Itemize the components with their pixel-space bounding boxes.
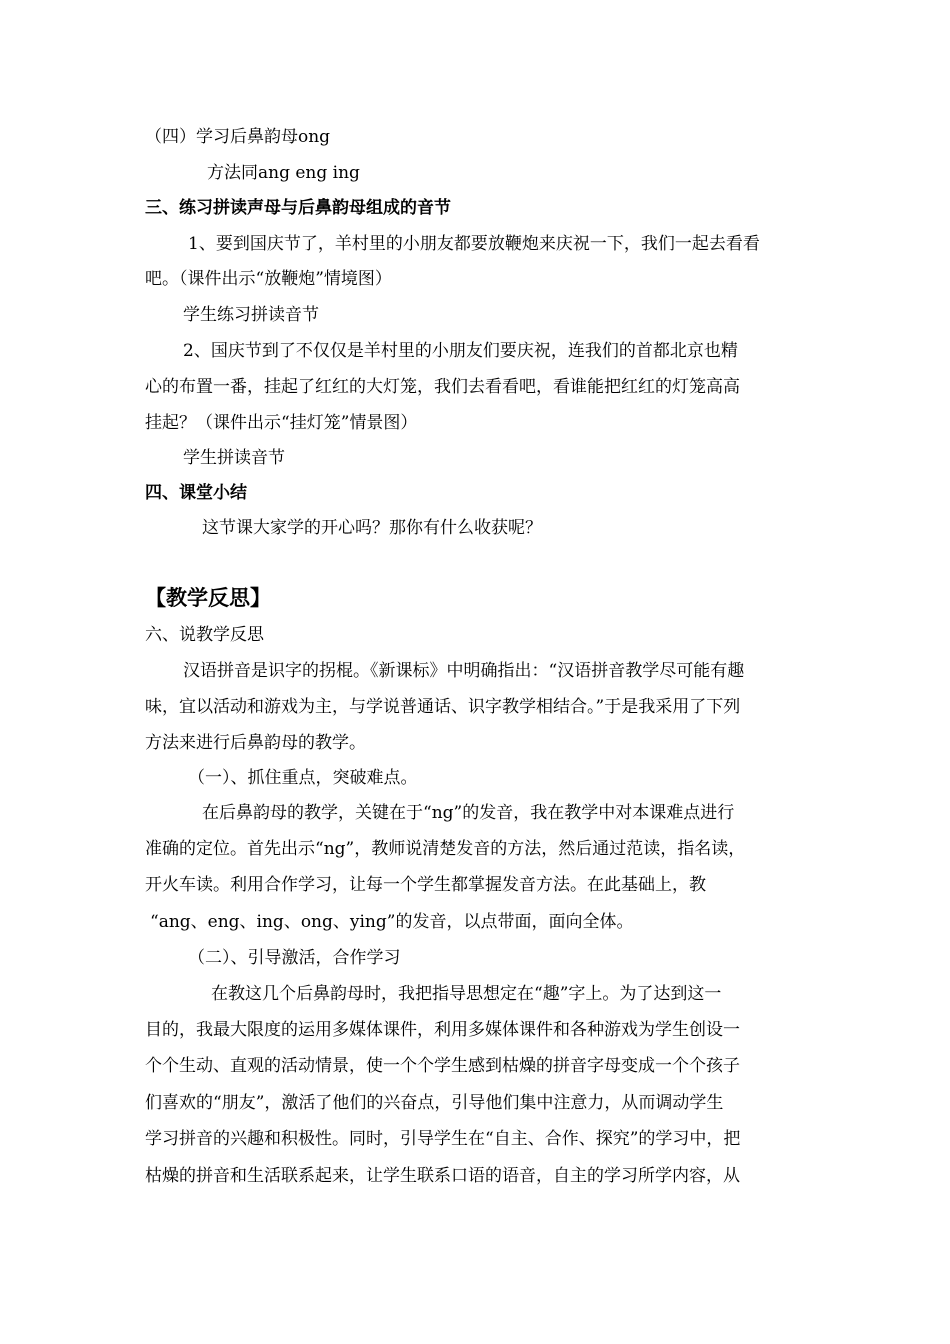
paragraph-line: 心的布置一番，挂起了红红的大灯笼，我们去看看吧，看谁能把红红的灯笼高高 — [145, 377, 740, 397]
subsection-heading-ong: （四）学习后鼻韵母ong — [145, 127, 331, 147]
paragraph-line: 在后鼻韵母的教学，关键在于“ng”的发音，我在教学中对本课难点进行 — [202, 803, 735, 823]
paragraph-line: 在教这几个后鼻韵母时，我把指导思想定在“趣”字上。为了达到这一 — [211, 984, 722, 1004]
method-note: 方法同ang eng ing — [207, 163, 360, 183]
paragraph-line: 目的，我最大限度的运用多媒体课件，利用多媒体课件和各种游戏为学生创设一 — [145, 1020, 740, 1040]
reflection-title: 【教学反思】 — [145, 585, 271, 610]
subsection-heading-two: （二）、引导激活，合作学习 — [188, 948, 401, 968]
section-heading-practice: 三、练习拼读声母与后鼻韵母组成的音节 — [145, 198, 451, 218]
paragraph-line: 们喜欢的“朋友”，激活了他们的兴奋点，引导他们集中注意力，从而调动学生 — [145, 1093, 724, 1113]
paragraph-line: 学生练习拼读音节 — [183, 305, 319, 325]
paragraph-line: 开火车读。利用合作学习，让每一个学生都掌握发音方法。在此基础上，教 — [145, 875, 706, 895]
paragraph-line: 准确的定位。首先出示“ng”，教师说清楚发音的方法，然后通过范读，指名读， — [145, 839, 746, 859]
paragraph-line: 吧。（课件出示“放鞭炮”情境图） — [145, 269, 392, 289]
paragraph-line: 枯燥的拼音和生活联系起来，让学生联系口语的语音，自主的学习所学内容，从 — [145, 1166, 740, 1186]
paragraph-line: “ang、eng、ing、ong、ying”的发音，以点带面，面向全体。 — [150, 912, 634, 932]
paragraph-line: 汉语拼音是识字的拐棍。《新课标》中明确指出：“汉语拼音教学尽可能有趣 — [183, 661, 745, 681]
paragraph-line: 个个生动、直观的活动情景，使一个个学生感到枯燥的拼音字母变成一个个孩子 — [145, 1056, 740, 1076]
paragraph-line: 味，宜以活动和游戏为主，与学说普通话、识字教学相结合。”于是我采用了下列 — [145, 697, 741, 717]
section-heading-summary: 四、课堂小结 — [145, 483, 247, 503]
section-heading-reflection: 六、说教学反思 — [145, 625, 264, 645]
paragraph-line: 学习拼音的兴趣和积极性。同时，引导学生在“自主、合作、探究”的学习中，把 — [145, 1129, 741, 1149]
paragraph-line: 学生拼读音节 — [183, 448, 285, 468]
paragraph-line: 1、要到国庆节了，羊村里的小朋友都要放鞭炮来庆祝一下，我们一起去看看 — [188, 234, 760, 254]
paragraph-line: 2、国庆节到了不仅仅是羊村里的小朋友们要庆祝，连我们的首都北京也精 — [183, 341, 738, 361]
paragraph-line: 挂起？（课件出示“挂灯笼”情景图） — [145, 413, 418, 433]
subsection-heading-one: （一）、抓住重点，突破难点。 — [188, 768, 418, 788]
paragraph-line: 这节课大家学的开心吗？那你有什么收获呢？ — [202, 518, 542, 538]
paragraph-line: 方法来进行后鼻韵母的教学。 — [145, 733, 366, 753]
